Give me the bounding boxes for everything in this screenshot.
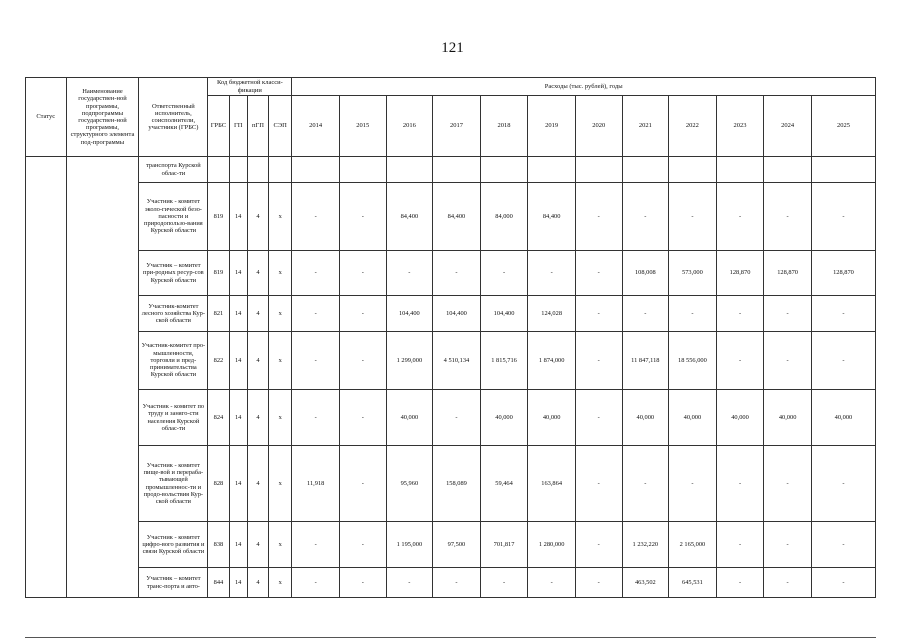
header-code-sep: СЭП (269, 96, 292, 157)
value-cell: 11,918 (292, 446, 340, 522)
code-cell: 14 (229, 568, 247, 598)
participant-cell: Участник-комитет лесного хозяйства Кур-ской области (139, 296, 208, 332)
value-cell: - (764, 183, 812, 251)
value-cell: - (339, 183, 386, 251)
header-year: 2016 (386, 96, 433, 157)
value-cell: - (292, 522, 340, 568)
value-cell: - (480, 568, 528, 598)
value-cell: - (339, 390, 386, 446)
code-cell: 4 (247, 522, 268, 568)
code-cell: х (269, 446, 292, 522)
value-cell: - (292, 183, 340, 251)
code-cell: 4 (247, 568, 268, 598)
value-cell: 104,400 (480, 296, 528, 332)
value-cell: - (433, 251, 481, 296)
value-cell: - (339, 568, 386, 598)
header-year: 2017 (433, 96, 481, 157)
header-year: 2015 (339, 96, 386, 157)
value-cell: 1 195,000 (386, 522, 433, 568)
value-cell: - (669, 183, 717, 251)
value-cell: 158,089 (433, 446, 481, 522)
code-cell: 14 (229, 446, 247, 522)
status-cell (26, 157, 67, 598)
value-cell: 1 874,000 (528, 332, 576, 390)
value-cell: - (811, 522, 875, 568)
code-cell: 4 (247, 390, 268, 446)
value-cell: - (811, 296, 875, 332)
value-cell: 1 815,716 (480, 332, 528, 390)
table-row (26, 183, 876, 251)
value-cell: 11 847,118 (622, 332, 669, 390)
code-cell: 819 (208, 251, 229, 296)
value-cell: - (292, 332, 340, 390)
code-cell: х (269, 568, 292, 598)
header-year: 2024 (764, 96, 812, 157)
code-cell: 819 (208, 183, 229, 251)
value-cell: - (764, 296, 812, 332)
value-cell: - (339, 251, 386, 296)
code-cell: 14 (229, 183, 247, 251)
value-cell: - (339, 296, 386, 332)
code-cell: 14 (229, 390, 247, 446)
header-budget-code: Код бюджетной класси-фикации (208, 78, 292, 96)
value-cell: - (339, 446, 386, 522)
code-cell: 4 (247, 332, 268, 390)
table-row (26, 251, 876, 296)
value-cell: - (622, 296, 669, 332)
value-cell: - (339, 522, 386, 568)
value-cell: - (764, 522, 812, 568)
code-cell: х (269, 296, 292, 332)
header-responsible: Ответственный исполнитель, соисполнители, участники (ГРБС) (139, 78, 208, 157)
header-year: 2014 (292, 96, 340, 157)
value-cell: 40,000 (480, 390, 528, 446)
value-cell: 645,531 (669, 568, 717, 598)
value-cell: 40,000 (764, 390, 812, 446)
code-cell: 838 (208, 522, 229, 568)
header-year: 2021 (622, 96, 669, 157)
header-year: 2020 (575, 96, 622, 157)
value-cell: - (669, 446, 717, 522)
table-row-continuation (26, 157, 876, 183)
name-cell (66, 157, 139, 598)
header-year: 2022 (669, 96, 717, 157)
value-cell: - (764, 568, 812, 598)
value-cell: - (575, 522, 622, 568)
value-cell: 4 510,134 (433, 332, 481, 390)
value-cell: 18 556,000 (669, 332, 717, 390)
code-cell: 821 (208, 296, 229, 332)
value-cell: 701,817 (480, 522, 528, 568)
value-cell: 40,000 (716, 390, 764, 446)
table-row (26, 522, 876, 568)
value-cell: - (292, 251, 340, 296)
header-code-grbs: ГРБС (208, 96, 229, 157)
value-cell: - (433, 568, 481, 598)
header-year: 2019 (528, 96, 576, 157)
code-cell: х (269, 390, 292, 446)
participant-cell: Участник – комитет транс-порта и авто- (139, 568, 208, 598)
value-cell: - (716, 332, 764, 390)
code-cell: 14 (229, 332, 247, 390)
value-cell: 128,870 (764, 251, 812, 296)
value-cell: - (811, 183, 875, 251)
value-cell: - (716, 296, 764, 332)
value-cell: 84,400 (433, 183, 481, 251)
code-cell: х (269, 251, 292, 296)
page-number: 121 (441, 40, 464, 56)
value-cell: - (575, 446, 622, 522)
page-bottom-rule (25, 637, 876, 638)
participant-cell: Участник - комитет эколо-гической безо-пасности и природопользо-вания Курской области (139, 183, 208, 251)
value-cell: - (433, 390, 481, 446)
value-cell: - (811, 332, 875, 390)
value-cell: 108,008 (622, 251, 669, 296)
participant-cell: Участник – комитет при-родных ресур-сов Курской области (139, 251, 208, 296)
value-cell: - (575, 568, 622, 598)
table-row (26, 390, 876, 446)
participant-cell: Участник - комитет по труду и заняго-сти населения Курской облас-ти (139, 390, 208, 446)
value-cell: 95,960 (386, 446, 433, 522)
value-cell: 104,400 (433, 296, 481, 332)
value-cell: 1 280,000 (528, 522, 576, 568)
code-cell: 822 (208, 332, 229, 390)
header-code-gp: ГП (229, 96, 247, 157)
value-cell: - (386, 568, 433, 598)
value-cell: 104,400 (386, 296, 433, 332)
code-cell: 4 (247, 446, 268, 522)
value-cell: 84,000 (480, 183, 528, 251)
code-cell: 844 (208, 568, 229, 598)
value-cell: 40,000 (811, 390, 875, 446)
value-cell: 40,000 (386, 390, 433, 446)
code-cell: х (269, 522, 292, 568)
value-cell: - (528, 568, 576, 598)
header-year: 2023 (716, 96, 764, 157)
value-cell: 163,864 (528, 446, 576, 522)
code-cell: 14 (229, 251, 247, 296)
code-cell: 4 (247, 183, 268, 251)
value-cell: - (575, 251, 622, 296)
table-row (26, 332, 876, 390)
header-name: Наименование государствен-ной программы, подпрограммы государствен-ной программы, структурного элемента под-программы (66, 78, 139, 157)
value-cell: - (764, 446, 812, 522)
value-cell: 40,000 (669, 390, 717, 446)
table-row (26, 296, 876, 332)
header-year: 2018 (480, 96, 528, 157)
value-cell: 40,000 (622, 390, 669, 446)
header-status: Статус (26, 78, 67, 157)
value-cell: - (716, 183, 764, 251)
value-cell: - (386, 251, 433, 296)
value-cell: 573,000 (669, 251, 717, 296)
value-cell: 463,502 (622, 568, 669, 598)
value-cell: - (528, 251, 576, 296)
value-cell: 1 299,000 (386, 332, 433, 390)
value-cell: - (292, 568, 340, 598)
continuation-text: транспорта Курской облас-ти (139, 157, 208, 183)
value-cell: - (575, 332, 622, 390)
value-cell: - (292, 296, 340, 332)
header-expenses: Расходы (тыс. рублей), годы (292, 78, 876, 96)
code-cell: х (269, 332, 292, 390)
value-cell: - (716, 446, 764, 522)
value-cell: - (811, 568, 875, 598)
code-cell: 824 (208, 390, 229, 446)
value-cell: 97,500 (433, 522, 481, 568)
budget-table (25, 77, 876, 598)
table-row (26, 446, 876, 522)
code-cell: 4 (247, 251, 268, 296)
value-cell: - (622, 446, 669, 522)
value-cell: - (622, 183, 669, 251)
value-cell: - (669, 296, 717, 332)
value-cell: - (811, 446, 875, 522)
header-year: 2025 (811, 96, 875, 157)
value-cell: 84,400 (386, 183, 433, 251)
value-cell: - (292, 390, 340, 446)
code-cell: х (269, 183, 292, 251)
value-cell: - (716, 522, 764, 568)
value-cell: 1 232,220 (622, 522, 669, 568)
value-cell: - (575, 183, 622, 251)
value-cell: 128,870 (811, 251, 875, 296)
value-cell: 40,000 (528, 390, 576, 446)
value-cell: - (575, 390, 622, 446)
value-cell: 2 165,000 (669, 522, 717, 568)
participant-cell: Участник - комитет цифро-вого развития и связи Курской области (139, 522, 208, 568)
value-cell: 59,464 (480, 446, 528, 522)
value-cell: - (716, 568, 764, 598)
value-cell: - (764, 332, 812, 390)
value-cell: - (480, 251, 528, 296)
code-cell: 14 (229, 296, 247, 332)
value-cell: 124,028 (528, 296, 576, 332)
value-cell: - (575, 296, 622, 332)
value-cell: 84,400 (528, 183, 576, 251)
code-cell: 828 (208, 446, 229, 522)
participant-cell: Участник - комитет пище-вой и перераба-тывающей промышленнос-ти и продо-вольствия Кур-ской области (139, 446, 208, 522)
code-cell: 4 (247, 296, 268, 332)
value-cell: - (339, 332, 386, 390)
table-row (26, 568, 876, 598)
value-cell: 128,870 (716, 251, 764, 296)
participant-cell: Участник-комитет про-мышленности, торговли и пред-принимательства Курской области (139, 332, 208, 390)
header-code-pgp: пГП (247, 96, 268, 157)
code-cell: 14 (229, 522, 247, 568)
